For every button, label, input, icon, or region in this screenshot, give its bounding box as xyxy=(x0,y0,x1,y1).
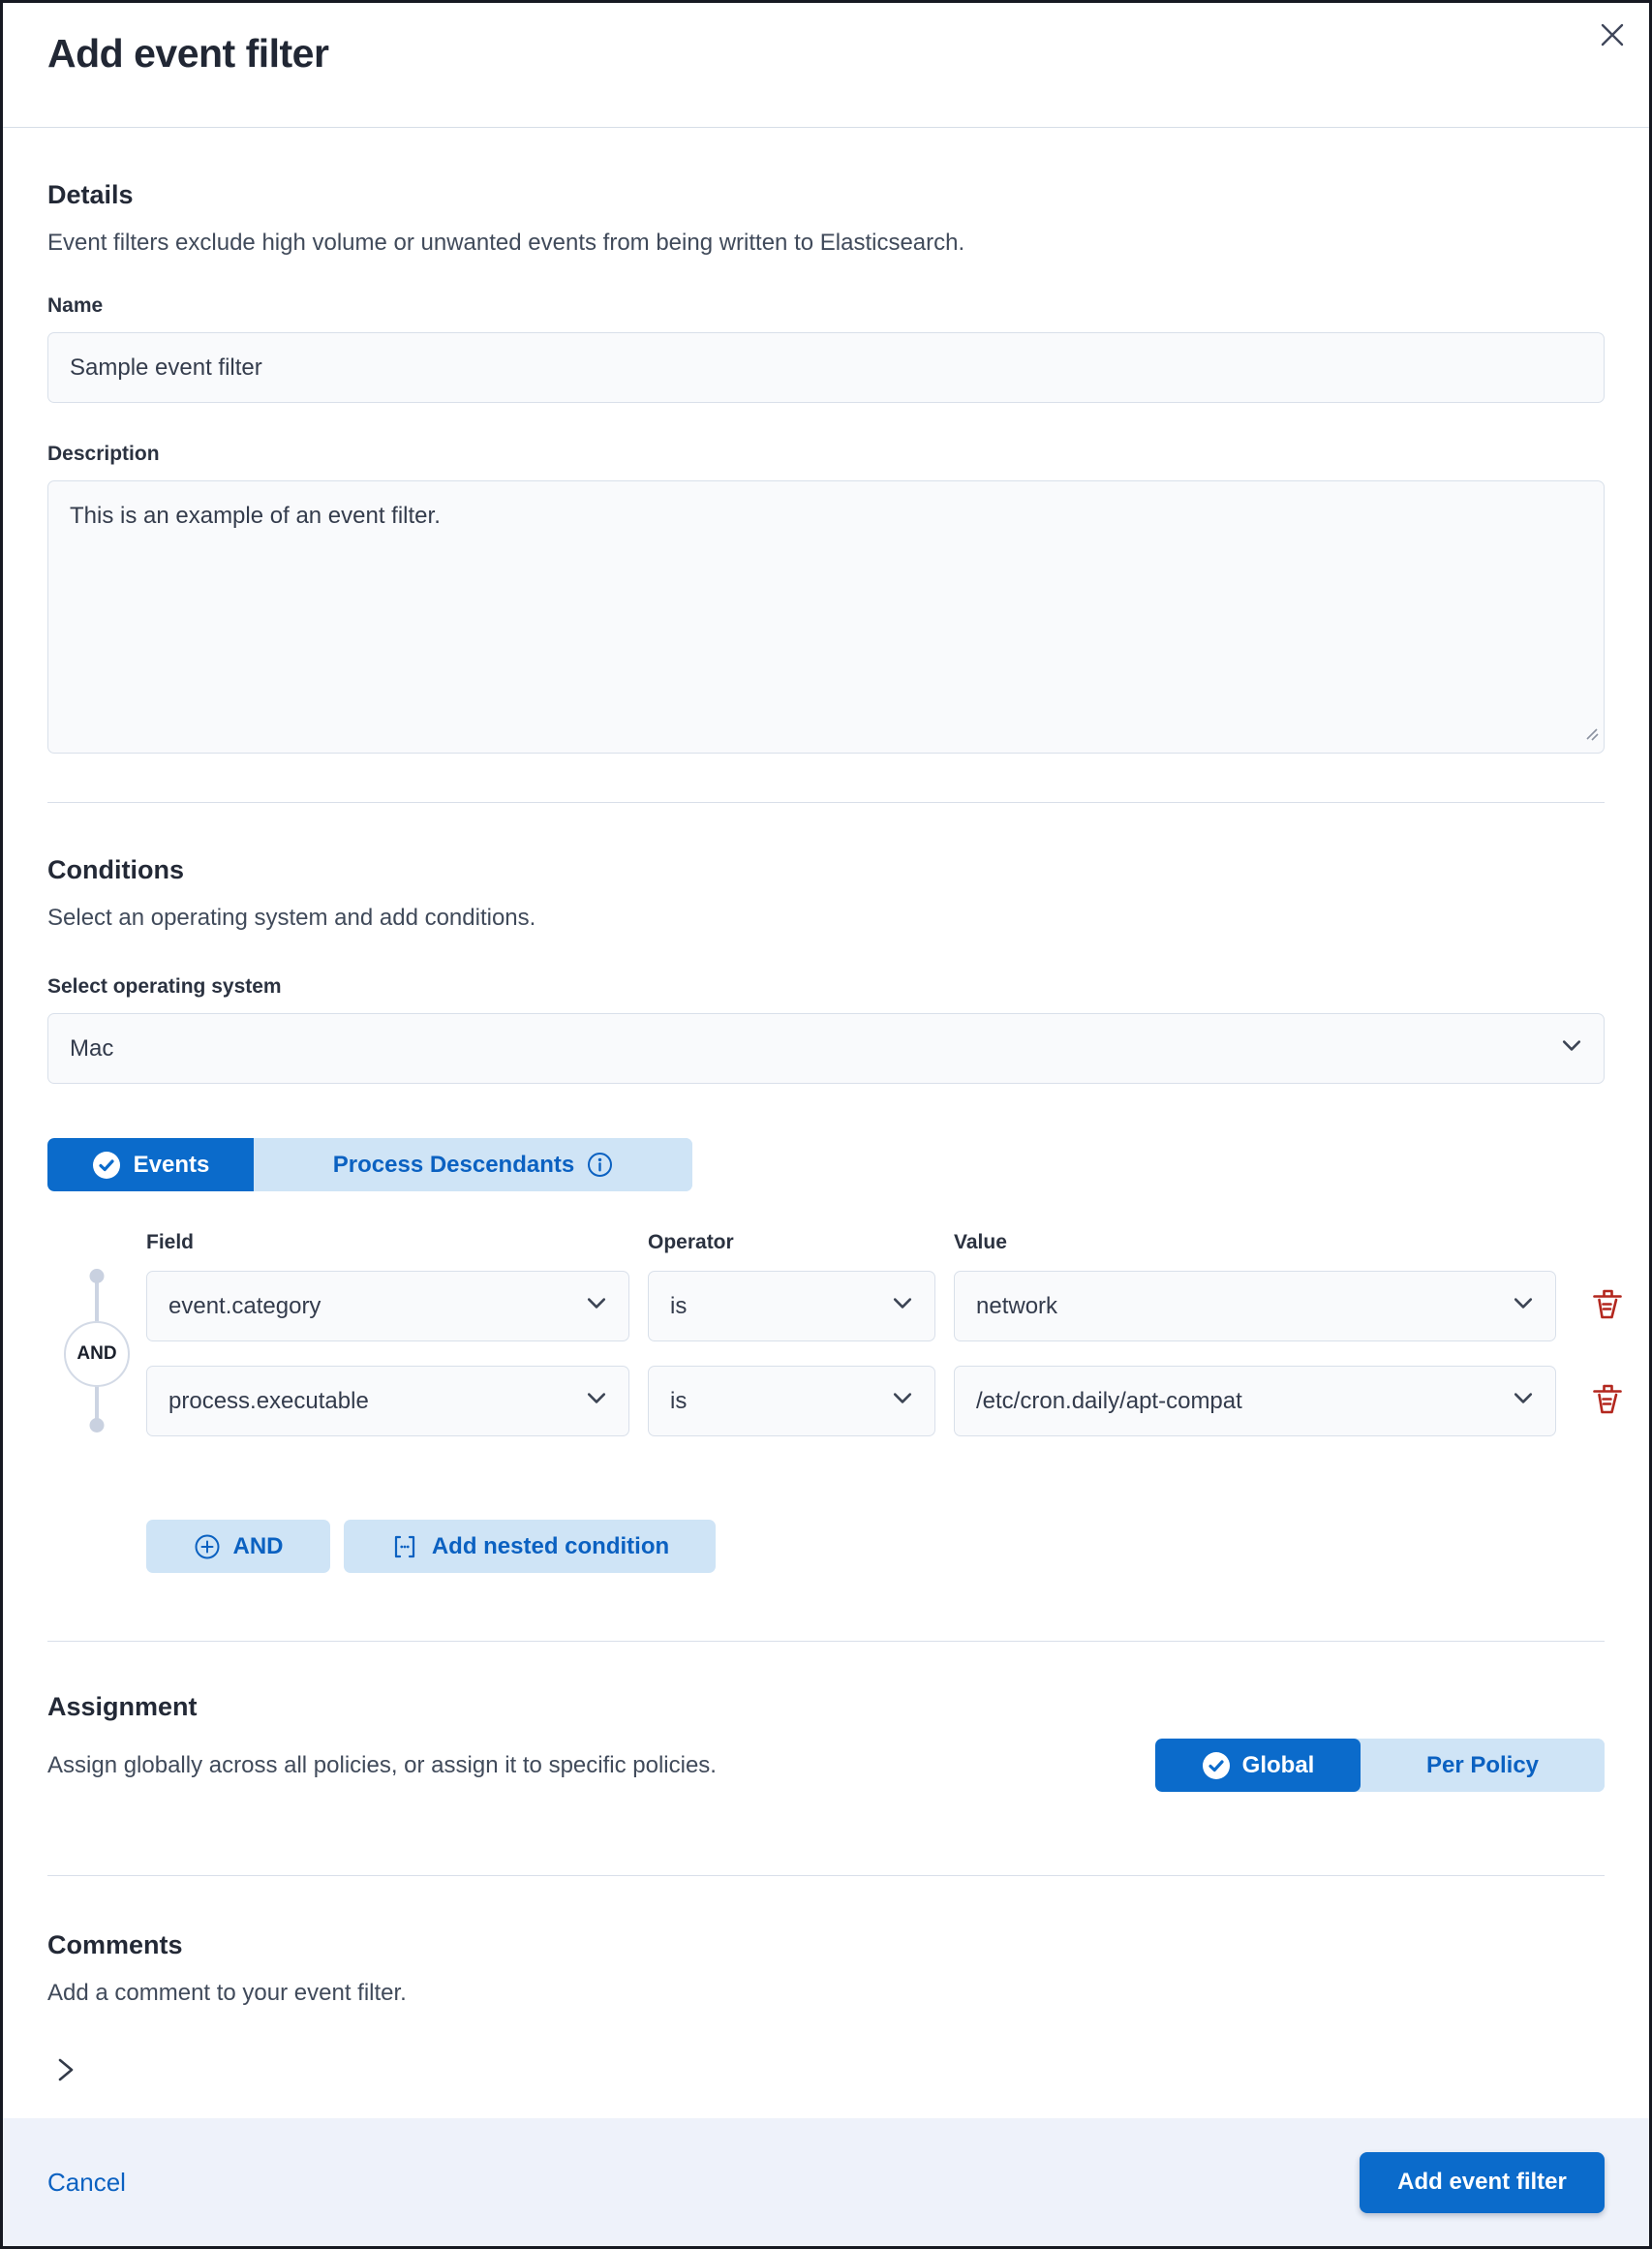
close-button[interactable] xyxy=(1593,16,1632,55)
field-column-header: Field xyxy=(146,1231,195,1253)
operator-select-value: is xyxy=(670,1292,688,1319)
value-select[interactable] xyxy=(954,1271,1556,1341)
details-section xyxy=(47,128,1605,802)
info-icon xyxy=(587,1152,613,1178)
condition-rows xyxy=(146,1271,1627,1436)
assignment-option-per-policy[interactable] xyxy=(1361,1739,1605,1792)
chevron-down-icon xyxy=(584,1290,609,1322)
condition-column-headers xyxy=(146,1230,1605,1255)
page-title: Add event filter xyxy=(47,31,329,76)
add-and-condition-label: AND xyxy=(232,1532,284,1559)
conditions-section xyxy=(47,803,1605,1641)
check-circle-icon xyxy=(92,1151,121,1180)
comments-section xyxy=(47,1876,1605,2088)
os-select-label: Select operating system xyxy=(47,975,282,998)
chevron-right-icon xyxy=(53,2055,78,2087)
modal-footer xyxy=(3,2118,1649,2246)
trash-icon xyxy=(1590,1382,1625,1424)
assignment-section xyxy=(47,1642,1605,1875)
value-column-header: Value xyxy=(954,1231,1007,1253)
name-label: Name xyxy=(47,294,104,317)
comments-accordion-toggle[interactable] xyxy=(53,2053,88,2088)
details-description: Event filters exclude high volume or unwanted events from being written to Elasticsearch. xyxy=(47,230,965,256)
value-select-value: network xyxy=(976,1292,1058,1319)
trash-icon xyxy=(1590,1287,1625,1329)
nested-condition-icon xyxy=(390,1532,419,1561)
modal-body xyxy=(3,128,1649,2118)
value-select-value: /etc/cron.daily/apt-compat xyxy=(976,1387,1242,1414)
operator-column-header: Operator xyxy=(648,1231,734,1253)
description-textarea[interactable] xyxy=(47,480,1605,754)
comments-description: Add a comment to your event filter. xyxy=(47,1980,407,2006)
tab-events[interactable] xyxy=(47,1138,254,1191)
description-field-row xyxy=(47,442,1605,754)
modal-header xyxy=(3,3,1649,128)
field-select-value: process.executable xyxy=(168,1387,369,1414)
plus-circle-icon xyxy=(194,1533,221,1560)
add-nested-condition-label: Add nested condition xyxy=(431,1532,670,1559)
assignment-toggle-group xyxy=(1155,1739,1605,1792)
chevron-down-icon xyxy=(584,1385,609,1417)
and-connector-rail xyxy=(47,1271,146,1436)
field-select[interactable] xyxy=(146,1366,629,1436)
comments-heading: Comments xyxy=(47,1930,183,1959)
chevron-down-icon xyxy=(1511,1385,1536,1417)
conditions-subheading: Select an operating system and add conditions. xyxy=(47,905,536,931)
close-icon xyxy=(1599,21,1626,51)
condition-row xyxy=(146,1271,1627,1341)
chevron-down-icon xyxy=(1559,1032,1584,1064)
and-connector-badge: AND xyxy=(64,1321,130,1387)
tab-events-label: Events xyxy=(133,1151,210,1178)
operator-select[interactable] xyxy=(648,1271,935,1341)
condition-actions xyxy=(146,1520,1605,1573)
check-circle-icon xyxy=(1202,1751,1231,1780)
operator-select[interactable] xyxy=(648,1366,935,1436)
chevron-down-icon xyxy=(890,1290,915,1322)
description-label: Description xyxy=(47,443,160,465)
chevron-down-icon xyxy=(1511,1290,1536,1322)
add-and-condition-button[interactable] xyxy=(146,1520,330,1573)
name-input[interactable] xyxy=(47,332,1605,403)
assignment-option-global-label: Global xyxy=(1241,1751,1315,1778)
value-select[interactable] xyxy=(954,1366,1556,1436)
condition-row xyxy=(146,1366,1627,1436)
condition-builder xyxy=(47,1271,1605,1436)
delete-condition-button[interactable] xyxy=(1588,1380,1627,1423)
conditions-heading: Conditions xyxy=(47,855,184,884)
details-heading: Details xyxy=(47,180,134,209)
condition-type-tabs xyxy=(47,1138,692,1191)
delete-condition-button[interactable] xyxy=(1588,1285,1627,1328)
os-select-value: Mac xyxy=(70,1034,114,1062)
os-select[interactable] xyxy=(47,1013,1605,1084)
rail-dot xyxy=(90,1418,105,1433)
assignment-description: Assign globally across all policies, or assign it to specific policies. xyxy=(47,1752,717,1778)
assignment-option-per-policy-label: Per Policy xyxy=(1425,1751,1540,1778)
cancel-button[interactable]: Cancel xyxy=(47,2167,126,2197)
rail-dot xyxy=(90,1269,105,1283)
chevron-down-icon xyxy=(890,1385,915,1417)
name-field-row xyxy=(47,293,1605,403)
assignment-option-global[interactable] xyxy=(1155,1739,1361,1792)
assignment-heading: Assignment xyxy=(47,1692,198,1721)
field-select-value: event.category xyxy=(168,1292,321,1319)
tab-process-descendants-label: Process Descendants xyxy=(332,1151,575,1178)
field-select[interactable] xyxy=(146,1271,629,1341)
tab-process-descendants[interactable] xyxy=(254,1138,692,1191)
add-event-filter-button[interactable]: Add event filter xyxy=(1360,2152,1605,2213)
operator-select-value: is xyxy=(670,1387,688,1414)
add-nested-condition-button[interactable] xyxy=(344,1520,716,1573)
